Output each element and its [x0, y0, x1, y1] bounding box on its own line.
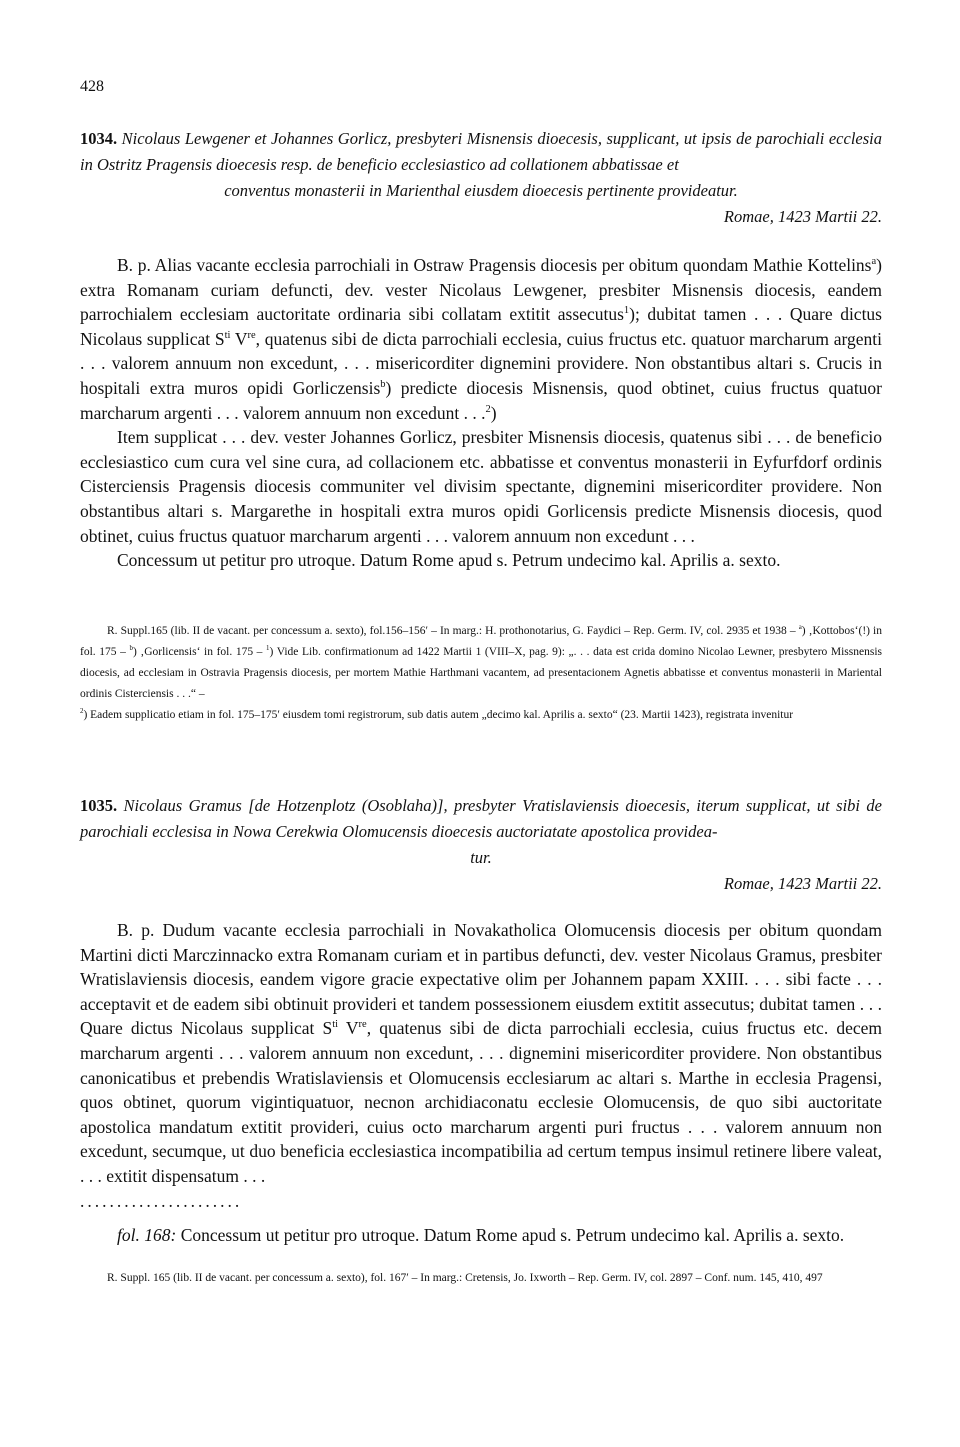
entry-number: 1034. — [80, 129, 118, 148]
entry-number: 1035. — [80, 796, 118, 815]
entry-1035-body — [80, 918, 882, 1248]
body-paragraph: B. p. Dudum vacante ecclesia parrochiali in Novakatholica Olomucensis diocesis per obitum quondam Martini dicti Marczinnacko extra Romanam curiam et in partibus defuncti, dev. vester Nicolaus Gramus, presbiter Wratislaviensis diocesis, eandem vigore gracie expectative olim per Johannem papam XXIII. . . . sibi facte . . . acceptavit et de eadem sibi obtinuit provideri et tandem possessionem eiusdem extitit assecutus; dubitat tamen . . . Quare dictus Nicolaus supplicat $S^{ti}$ Vre, quatenus sibi de dicta parrochiali ecclesia, cuius fructus etc. decem marcharum argenti . . . valorem annuum non excedunt, . . . dignemini misericorditer providere. Non obstantibus canonicatibus et prebendis Wratislaviensis et Olomucensis ecclesiarum ac altari s. Marthe in ecclesia Pragensi, quos obtinet, quorum vigintiquatuor, necnon archidiaconatu ecclesie Olomucensis, de quo sibi auctoritate apostolica mandatum extitit provideri, cuius octo marcharum argenti puri fructus . . . valorem annuum non excedunt, secumque, ut duo beneficia ecclesiastica incompatibilia ad certum tempus insimul retinere libere valeat, . . . extitit dispensatum . . . — [80, 920, 882, 1186]
entry-dateline: Romae, 1423 Martii 22. — [723, 874, 882, 893]
folio-reference: fol. 168: — [117, 1225, 177, 1246]
entry-1034-body — [80, 253, 882, 573]
body-paragraph: B. p. Alias vacante ecclesia parrochiali in Ostraw Pragensis diocesis per obitum quondam Mathie Kottelins$^a$) extra Romanam curiam defuncti, dev. vester Nicolaus Lewgener, presbiter Misnensis diocesis, eandem parrochialem ecclesiam auctoritate ordinaria sibi collatam extitit assecutus$^1$); dubitat tamen . . . Quare dictus Nicolaus supplicat $S^{ti}$ Vre, quatenus sibi de dicta parrochiali ecclesia, cuius fructus etc. quatuor marcharum argenti . . . valorem annuum non excedunt, . . . misericorditer dignemini providere. Non obstantibus altari s. Crucis in hospitali extra muros opidi Gorliczensis$^b$) predicte diocesis Misnensis, quod obtinet, cuius fructus quatuor marcharum argenti . . . valorem annuum non excedunt . . .$^2$) — [80, 255, 883, 423]
entry-heading — [80, 126, 882, 204]
entry-1035-footnotes — [80, 1268, 882, 1289]
entry-heading — [80, 793, 882, 871]
footnote: R. Suppl.165 (lib. II de vacant. per concessum a. sexto), fol.156–156′ – In marg.: H. prothonotarius, G. Faydici – Rep. Germ. IV, col. 2935 et 1938 – $^a$) ‚Kottobos‘(!) in fol. 175 – $^b$) ‚Gorlicensis‘ in fol. 175 – $^1$) Vide Lib. confirmationum ad 1422 Martii 1 (VIII–X, pag. 9): „. . . data est crida domino Nicolao Lewner, presbytero Missnensis diocesis, ad ecclesiam in Ostravia Pragensis diocesis, per mortem Mathie Harthmani vacantem, ad presentacionem Agnetis abbatisse et conventus monasterii in Mariental ordinis Cisterciensis . . .“ – — [80, 624, 882, 700]
entry-summary-continued: conventus monasterii in Marienthal eiusdem dioecesis pertinente provideatur. — [224, 181, 738, 200]
body-paragraph: Item supplicat . . . dev. vester Johannes Gorlicz, presbiter Misnensis diocesis, quatenus sibi . . . de beneficio ecclesiastico cum cura vel sine cura, ad collacionem etc. abbatisse et conventus monasterii in Eyfurfdorf ordinis Cisterciensis Pragensis diocesis communiter vel divisim spectante, dignemini misericorditer providere. Non obstantibus altari s. Margarethe in hospitali extra muros opidi Gorlicensis predicte Misnensis diocesis, quod obtinet, cuius fructus quatuor marcharum argenti . . . valorem annuum non excedunt . . . — [80, 427, 882, 546]
omission-dots: ...................... — [80, 1190, 243, 1211]
page-number: 428 — [80, 78, 104, 95]
entry-summary: Nicolaus Gramus [de Hotzenplotz (Osoblaha)], presbyter Vratislaviensis dioecesis, iterum supplicat, ut sibi de parochiali ecclesisa in Nowa Cerekwia Olomucensis dioecesis auctoriatate apostolica providea- — [80, 796, 883, 841]
entry-summary: Nicolaus Lewgener et Johannes Gorlicz, presbyteri Misnensis dioecesis, supplicant, ut ipsis de parochiali ecclesia in Ostritz Pragensis dioecesis resp. de beneficio ecclesiastico ad collationem abbatissae et — [80, 129, 882, 174]
body-paragraph: Concessum ut petitur pro utroque. Datum Rome apud s. Petrum undecimo kal. Aprilis a. sexto. — [117, 550, 781, 571]
body-paragraph: fol. 168: Concessum ut petitur pro utroque. Datum Rome apud s. Petrum undecimo kal. Aprilis a. sexto. — [117, 1225, 845, 1246]
entry-summary-continued: tur. — [470, 848, 492, 867]
entry-dateline: Romae, 1423 Martii 22. — [723, 207, 882, 226]
footnote: R. Suppl. 165 (lib. II de vacant. per concessum a. sexto), fol. 167′ – In marg.: Cretensis, Jo. Ixworth – Rep. Germ. IV, col. 2897 – Conf. num. 145, 410, 497 — [107, 1272, 823, 1284]
footnote: $^2$) Eadem supplicatio etiam in fol. 175–175′ eiusdem tomi registrorum, sub datis autem „decimo kal. Aprilis a. sexto“ (23. Martii 1423), registrata invenitur — [80, 708, 794, 721]
entry-1034-footnotes — [80, 621, 882, 726]
entry-1034 — [80, 126, 882, 230]
entry-1035 — [80, 793, 882, 897]
